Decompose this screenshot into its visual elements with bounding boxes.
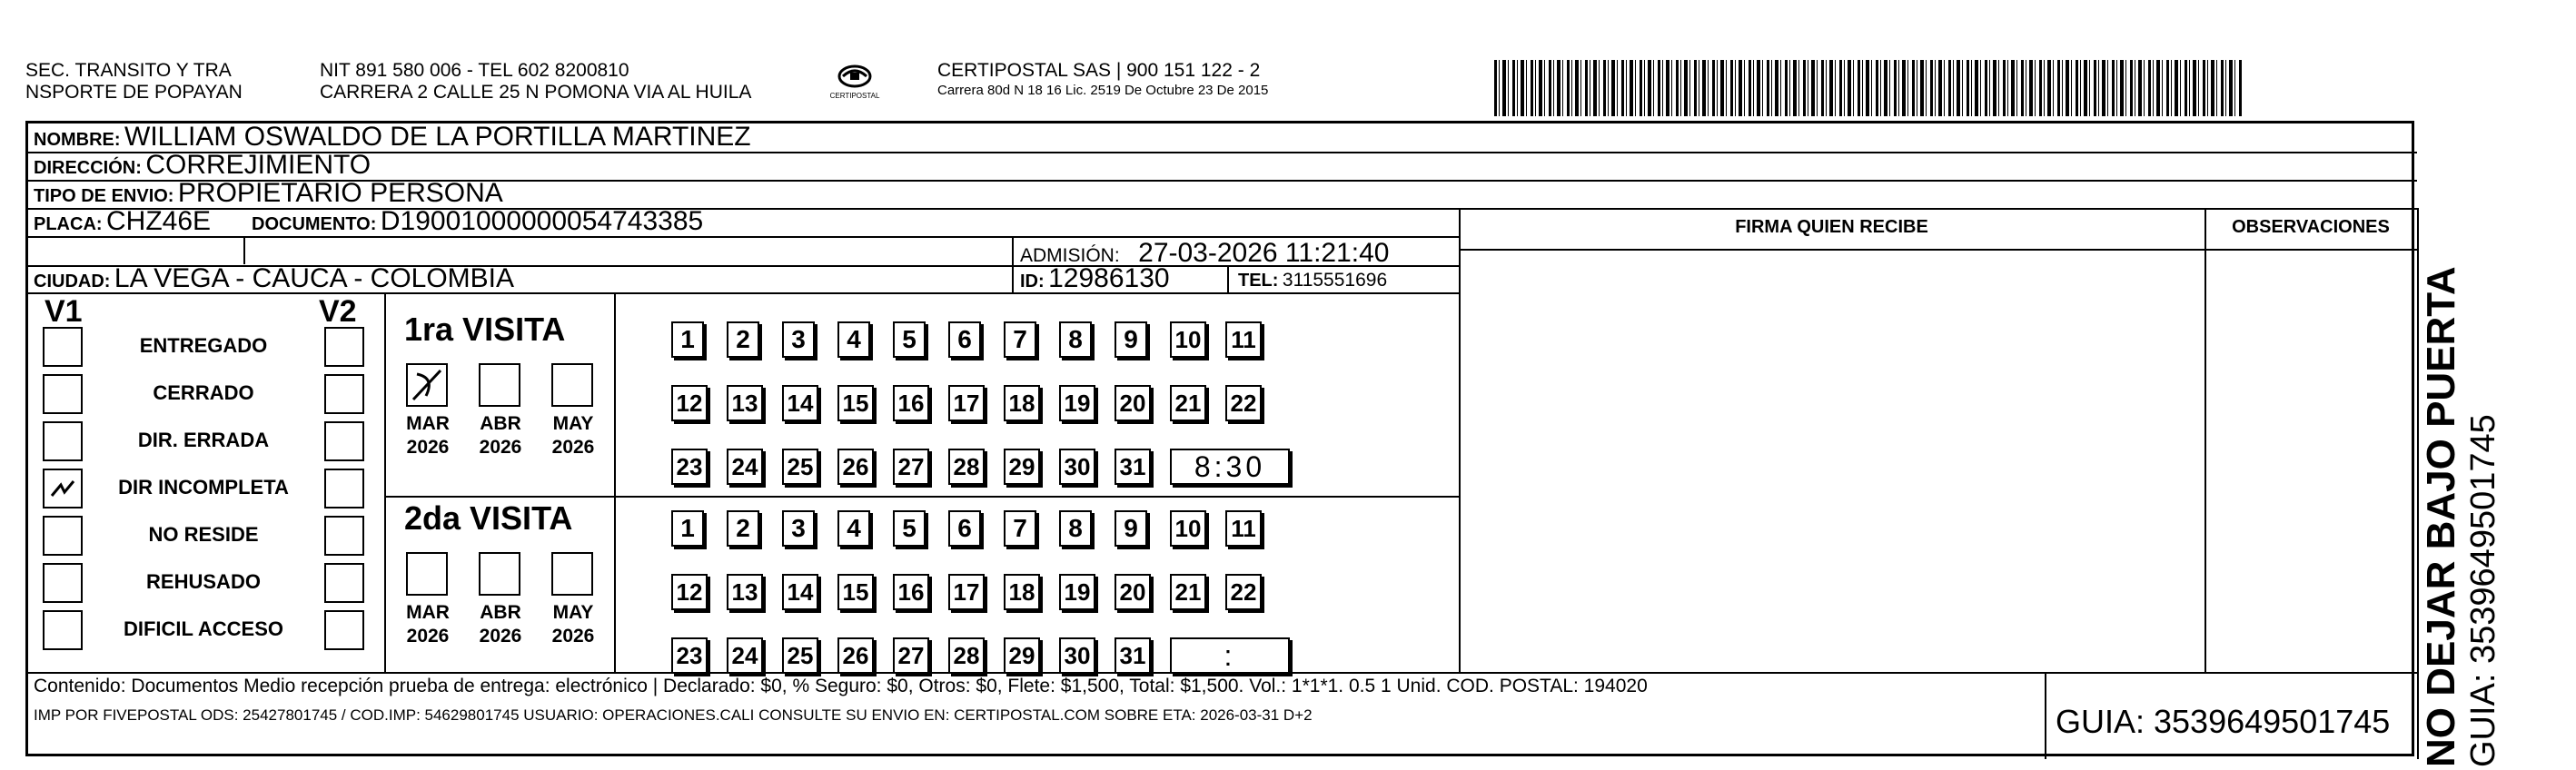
tipo-envio-label: TIPO DE ENVIO: <box>34 186 174 206</box>
second-visit-day-box[interactable]: 31 <box>1115 637 1151 674</box>
second-visit-month-label: MAR <box>406 602 450 623</box>
second-visit-month-checkbox[interactable] <box>479 552 520 596</box>
v1-checkbox[interactable] <box>43 469 83 508</box>
first-visit-day-box[interactable]: 12 <box>671 385 708 421</box>
ciudad-value: LA VEGA - CAUCA - COLOMBIA <box>114 263 515 293</box>
first-visit-day-box[interactable]: 17 <box>948 385 985 421</box>
first-visit-day-box[interactable]: 15 <box>837 385 874 421</box>
guia-footer: GUIA: 3539649501745 <box>2056 703 2391 740</box>
first-visit-day-box[interactable]: 3 <box>782 321 815 358</box>
second-visit-day-box[interactable]: 27 <box>893 637 929 674</box>
first-visit-day-box[interactable]: 26 <box>837 449 874 485</box>
second-visit-year-label: 2026 <box>406 626 450 647</box>
tipo-envio-value: PROPIETARIO PERSONA <box>177 178 503 208</box>
second-visit-day-box[interactable]: 7 <box>1004 510 1036 547</box>
first-visit-month-checkbox[interactable] <box>479 363 520 407</box>
first-visit-day-box[interactable]: 11 <box>1225 321 1262 358</box>
placa-label: PLACA: <box>34 214 103 234</box>
second-visit-day-box[interactable]: 25 <box>782 637 818 674</box>
first-visit-day-box[interactable]: 1 <box>671 321 704 358</box>
first-visit-day-box[interactable]: 4 <box>837 321 870 358</box>
first-visit-month-label: MAY <box>552 413 594 434</box>
first-visit-day-box[interactable]: 20 <box>1115 385 1151 421</box>
first-visit-day-box[interactable]: 5 <box>893 321 926 358</box>
v1-checkbox[interactable] <box>43 610 83 650</box>
contents-line: Contenido: Documentos Medio recepción prueba de entrega: electrónico | Declarado: $0, % Seguro: $0, Otros: $0, Flete: $1,500, Total: $1,500. Vol.: 1*1*1. 0.5 1 Unid. COD. POSTAL: 194020 <box>34 676 1648 696</box>
second-visit-day-box[interactable]: 18 <box>1004 574 1040 610</box>
second-visit-day-box[interactable]: 14 <box>782 574 818 610</box>
nombre-label: NOMBRE: <box>34 130 121 150</box>
first-visit-day-box[interactable]: 24 <box>727 449 763 485</box>
tel-value: 3115551696 <box>1282 270 1388 291</box>
v1-checkbox[interactable] <box>43 327 83 367</box>
status-label: NO RESIDE <box>148 523 259 546</box>
second-visit-day-box[interactable]: 5 <box>893 510 926 547</box>
first-visit-day-box[interactable]: 18 <box>1004 385 1040 421</box>
observaciones-header: OBSERVACIONES <box>2232 217 2390 237</box>
nombre-value: WILLIAM OSWALDO DE LA PORTILLA MARTINEZ <box>124 122 751 152</box>
v1-checkbox[interactable] <box>43 516 83 556</box>
second-visit-month-checkbox[interactable] <box>551 552 593 596</box>
status-label: DIR INCOMPLETA <box>118 476 289 499</box>
first-visit-day-box[interactable]: 25 <box>782 449 818 485</box>
firma-header: FIRMA QUIEN RECIBE <box>1735 217 1928 237</box>
second-visit-day-box[interactable]: 20 <box>1115 574 1151 610</box>
first-visit-day-box[interactable]: 13 <box>727 385 763 421</box>
v2-header: V2 <box>319 294 357 329</box>
second-visit-day-box[interactable]: 10 <box>1170 510 1206 547</box>
second-visit-day-box[interactable]: 28 <box>948 637 985 674</box>
second-visit-day-box[interactable]: 24 <box>727 637 763 674</box>
second-visit-day-box[interactable]: 4 <box>837 510 870 547</box>
first-visit-month-checkbox[interactable] <box>551 363 593 407</box>
svg-text:CERTIPOSTAL: CERTIPOSTAL <box>829 92 880 100</box>
first-visit-day-box[interactable]: 7 <box>1004 321 1036 358</box>
v1-checkbox[interactable] <box>43 374 83 414</box>
v2-checkbox[interactable] <box>324 610 364 650</box>
admision-value: 27-03-2026 11:21:40 <box>1138 238 1390 268</box>
second-visit-day-box[interactable]: 9 <box>1115 510 1147 547</box>
second-visit-day-box[interactable]: 11 <box>1225 510 1262 547</box>
v2-checkbox[interactable] <box>324 516 364 556</box>
second-visit-year-label: 2026 <box>551 626 595 647</box>
first-visit-day-box[interactable]: 28 <box>948 449 985 485</box>
first-visit-day-box[interactable]: 31 <box>1115 449 1151 485</box>
barcode <box>1494 60 2244 116</box>
second-visit-month-label: ABR <box>480 602 521 623</box>
second-visit-day-box[interactable]: 17 <box>948 574 985 610</box>
delivery-form <box>25 121 2414 756</box>
id-label: ID: <box>1020 271 1045 291</box>
direccion-value: CORREJIMIENTO <box>145 150 372 180</box>
second-visit-day-box[interactable]: 13 <box>727 574 763 610</box>
second-visit-title: 2da VISITA <box>404 499 573 537</box>
status-label: CERRADO <box>153 381 254 404</box>
second-visit-year-label: 2026 <box>479 626 522 647</box>
second-visit-day-box[interactable]: 6 <box>948 510 981 547</box>
first-visit-month-label: MAR <box>406 413 450 434</box>
second-visit-day-box[interactable]: 26 <box>837 637 874 674</box>
tel-label: TEL: <box>1238 271 1279 291</box>
second-visit-day-box[interactable]: 19 <box>1059 574 1095 610</box>
v1-checkbox[interactable] <box>43 563 83 603</box>
placa-value: CHZ46E <box>106 206 212 236</box>
v2-checkbox[interactable] <box>324 563 364 603</box>
first-visit-month-checkbox[interactable] <box>406 363 448 407</box>
first-visit-time-box[interactable]: 8:30 <box>1170 449 1290 485</box>
v1-header: V1 <box>45 294 83 329</box>
second-visit-day-box[interactable]: 21 <box>1170 574 1206 610</box>
documento-value: D19001000000054743385 <box>380 206 704 236</box>
observations-area[interactable] <box>2214 252 2410 666</box>
first-visit-day-box[interactable]: 6 <box>948 321 981 358</box>
first-visit-day-box[interactable]: 23 <box>671 449 708 485</box>
first-visit-day-box[interactable]: 21 <box>1170 385 1206 421</box>
print-info-line: IMP POR FIVEPOSTAL ODS: 25427801745 / COD.IMP: 54629801745 USUARIO: OPERACIONES.CALI CONSULTE SU ENVIO EN: CERTIPOSTAL.COM SOBRE ETA: 2026-03-31 D+2 <box>34 706 1313 724</box>
second-visit-day-box[interactable]: 12 <box>671 574 708 610</box>
signature-area[interactable] <box>1468 252 2195 666</box>
certipostal-logo-icon <box>829 60 880 102</box>
second-visit-day-box[interactable]: 29 <box>1004 637 1040 674</box>
first-visit-day-box[interactable]: 14 <box>782 385 818 421</box>
direccion-label: DIRECCIÓN: <box>34 158 142 178</box>
admision-label: ADMISIÓN: <box>1020 245 1120 266</box>
v2-checkbox[interactable] <box>324 421 364 461</box>
second-visit-day-box[interactable]: 22 <box>1225 574 1262 610</box>
company-info: CERTIPOSTAL SAS | 900 151 122 - 2 Carrera 80d N 18 16 Lic. 2519 De Octubre 23 De 2015 <box>937 60 1269 98</box>
first-visit-day-box[interactable]: 22 <box>1225 385 1262 421</box>
status-label: DIFICIL ACCESO <box>123 617 283 640</box>
second-visit-day-box[interactable]: 15 <box>837 574 874 610</box>
second-visit-time-box[interactable]: : <box>1170 637 1290 674</box>
first-visit-title: 1ra VISITA <box>404 311 566 348</box>
second-visit-month-checkbox[interactable] <box>406 552 448 596</box>
first-visit-day-box[interactable]: 9 <box>1115 321 1147 358</box>
second-visit-day-box[interactable]: 30 <box>1059 637 1095 674</box>
first-visit-day-box[interactable]: 30 <box>1059 449 1095 485</box>
documento-label: DOCUMENTO: <box>252 214 377 234</box>
second-visit-day-box[interactable]: 1 <box>671 510 704 547</box>
first-visit-day-box[interactable]: 10 <box>1170 321 1206 358</box>
first-visit-month-label: ABR <box>480 413 521 434</box>
first-visit-year-label: 2026 <box>479 437 522 458</box>
second-visit-day-box[interactable]: 16 <box>893 574 929 610</box>
first-visit-day-box[interactable]: 2 <box>727 321 759 358</box>
ciudad-label: CIUDAD: <box>34 271 111 291</box>
status-label: DIR. ERRADA <box>137 429 270 451</box>
second-visit-day-box[interactable]: 8 <box>1059 510 1092 547</box>
status-label: REHUSADO <box>146 570 261 593</box>
second-visit-month-label: MAY <box>552 602 594 623</box>
first-visit-year-label: 2026 <box>406 437 450 458</box>
first-visit-day-box[interactable]: 29 <box>1004 449 1040 485</box>
v2-checkbox[interactable] <box>324 374 364 414</box>
second-visit-day-box[interactable]: 2 <box>727 510 759 547</box>
first-visit-day-box[interactable]: 27 <box>893 449 929 485</box>
first-visit-day-box[interactable]: 16 <box>893 385 929 421</box>
v1-checkbox[interactable] <box>43 421 83 461</box>
second-visit-day-box[interactable]: 23 <box>671 637 708 674</box>
side-notice: NO DEJAR BAJO PUERTA GUIA: 3539649501745 <box>2419 266 2502 767</box>
first-visit-year-label: 2026 <box>551 437 595 458</box>
first-visit-day-box[interactable]: 19 <box>1059 385 1095 421</box>
issuer-name: SEC. TRANSITO Y TRA NSPORTE DE POPAYAN <box>25 60 243 103</box>
status-label: ENTREGADO <box>139 334 268 357</box>
second-visit-day-box[interactable]: 3 <box>782 510 815 547</box>
issuer-contact: NIT 891 580 006 - TEL 602 8200810 CARRERA 2 CALLE 25 N POMONA VIA AL HUILA <box>320 60 752 103</box>
v2-checkbox[interactable] <box>324 469 364 508</box>
id-value: 12986130 <box>1048 263 1170 293</box>
first-visit-day-box[interactable]: 8 <box>1059 321 1092 358</box>
v2-checkbox[interactable] <box>324 327 364 367</box>
